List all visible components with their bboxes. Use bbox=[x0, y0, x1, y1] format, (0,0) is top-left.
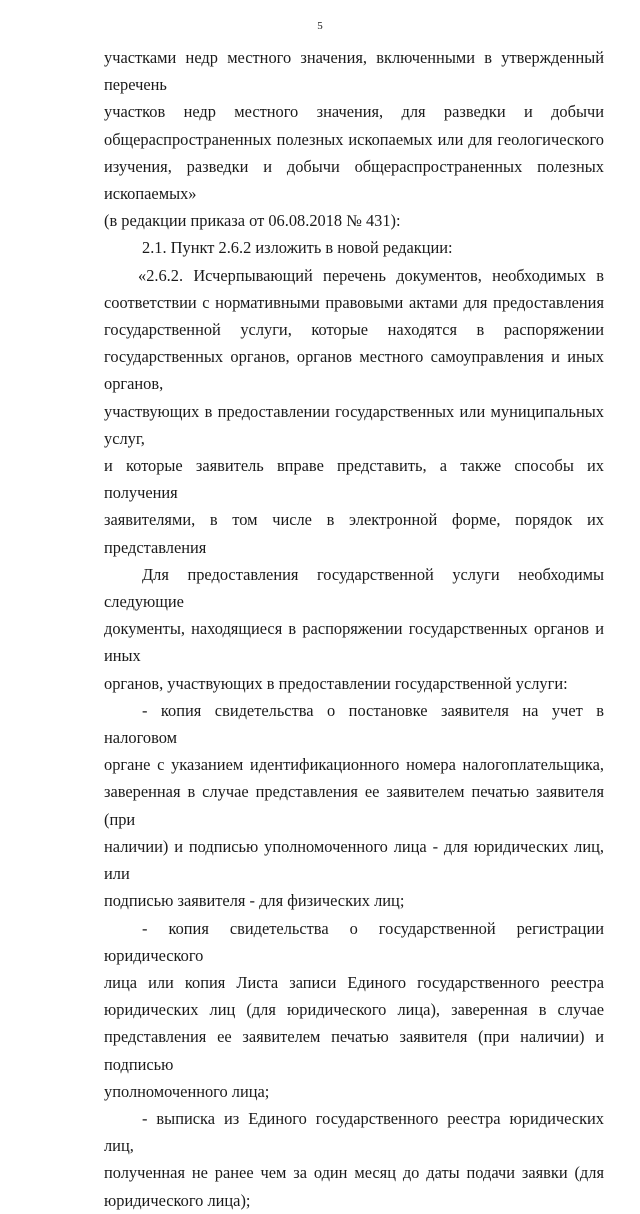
list-item: - копия свидетельства о государственной регистрации юридического bbox=[104, 918, 604, 965]
text-line: и которые заявитель вправе представить, а также способы их получения bbox=[104, 456, 604, 503]
list-item: - копия свидетельства о постановке заявителя на учет в налоговом bbox=[104, 700, 604, 748]
text-line: лица или копия Листа записи Единого государственного реестра bbox=[104, 972, 604, 992]
text-line: государственной услуги, которые находятся в распоряжении bbox=[104, 320, 604, 340]
text-line: участками недр местного значения, включенными в утвержденный перечень bbox=[104, 48, 604, 95]
text-line: представления ее заявителем печатью заявителя (при наличии) и подписью bbox=[104, 1027, 604, 1074]
text-line: заверенная в случае представления ее заявителем печатью заявителя (при bbox=[104, 782, 604, 829]
text-line: наличии) и подписью уполномоченного лица - для юридических лиц, или bbox=[104, 836, 604, 884]
text-line: Для предоставления государственной услуги необходимы следующие bbox=[104, 564, 604, 612]
text-line: (в редакции приказа от 06.08.2018 № 431): bbox=[104, 211, 401, 231]
document-body bbox=[104, 44, 604, 1214]
text-line: участков недр местного значения, для разведки и добычи bbox=[104, 102, 604, 122]
text-line: юридических лиц (для юридического лица), заверенная в случае bbox=[104, 1000, 604, 1020]
text-line: органе с указанием идентификационного номера налогоплательщика, bbox=[104, 755, 604, 775]
text-line: уполномоченного лица; bbox=[104, 1081, 270, 1101]
text-line: полученная не ранее чем за один месяц до даты подачи заявки (для bbox=[104, 1163, 604, 1183]
text-line: подписью заявителя - для физических лиц; bbox=[104, 891, 405, 911]
text-line: общераспространенных полезных ископаемых или для геологического bbox=[104, 129, 604, 149]
text-line: участвующих в предоставлении государственных или муниципальных услуг, bbox=[104, 401, 604, 448]
text-line: изучения, разведки и добычи общераспространенных полезных ископаемых» bbox=[104, 156, 604, 204]
text-line: документы, находящиеся в распоряжении государственных органов и иных bbox=[104, 619, 604, 666]
page-number: 5 bbox=[317, 20, 323, 32]
text-line: органов, участвующих в предоставлении государственной услуги: bbox=[104, 673, 568, 693]
text-line: заявителями, в том числе в электронной форме, порядок их представления bbox=[104, 510, 604, 557]
section-heading: 2.1. Пункт 2.6.2 изложить в новой редакции: bbox=[142, 238, 453, 258]
text-line: юридического лица); bbox=[104, 1190, 251, 1210]
text-line: соответствии с нормативными правовыми актами для предоставления bbox=[104, 292, 604, 312]
text-line: государственных органов, органов местного самоуправления и иных органов, bbox=[104, 347, 604, 394]
list-item: - выписка из Единого государственного реестра юридических лиц, bbox=[104, 1108, 604, 1156]
text-line: «2.6.2. Исчерпывающий перечень документов, необходимых в bbox=[138, 265, 604, 285]
